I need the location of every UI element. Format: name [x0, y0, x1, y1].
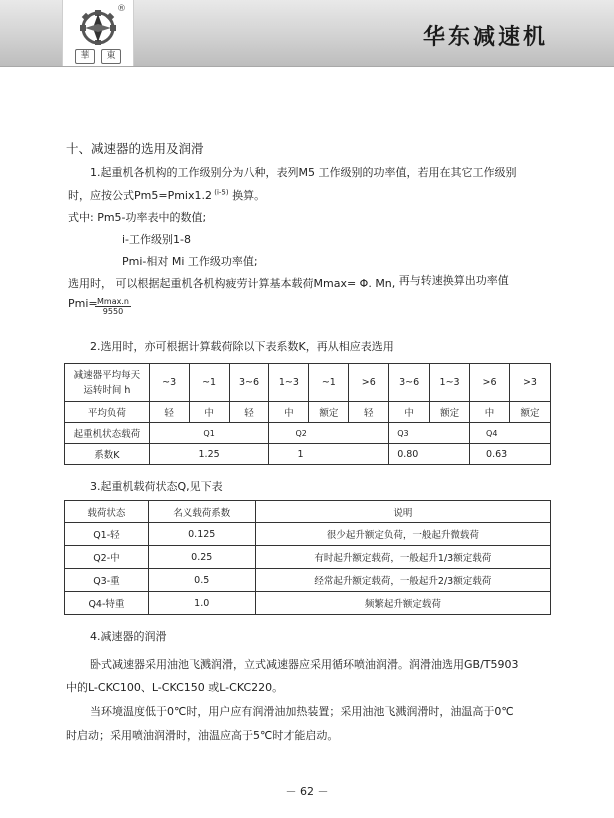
table-row [65, 592, 551, 615]
header-cell-state: 载荷状态 [65, 501, 149, 523]
logo-characters [75, 49, 125, 64]
table-cell: 1~3 [430, 364, 470, 402]
table-row [65, 523, 551, 546]
paragraph-2: 2.选用时，亦可根据计算载荷除以下表系数K，再从相应表选用 [90, 340, 394, 353]
coefficient-table [64, 363, 551, 465]
table-cell: 轻 [149, 402, 189, 423]
table-cell-k2: 1 [269, 444, 389, 465]
table-cell: 轻 [349, 402, 389, 423]
table-cell: 轻 [229, 402, 269, 423]
line-6-part-b: 再与转速换算出功率值 [398, 274, 509, 287]
q3-label: Q3 [397, 428, 409, 438]
logo-char-hua: 華 [75, 49, 95, 64]
table-cell: >6 [349, 364, 389, 402]
table-cell-k4: 0.63 [470, 444, 551, 465]
load-state-table [64, 500, 551, 615]
logo-char-dong: 東 [101, 49, 121, 64]
paragraph-4-line-2: 中的L-CKC100、L-CKC150 或L-CKC220。 [66, 681, 284, 694]
paragraph-4-line-3: 当环境温度低于0℃时，用户应有润滑油加热装置；采用油池飞溅润滑时，油温高于0℃ [90, 705, 514, 718]
table-cell-k1: 1.25 [149, 444, 269, 465]
state-cell: Q1-轻 [65, 523, 149, 546]
desc-cell: 有时起升额定载荷，一般起升1/3额定载荷 [255, 546, 550, 569]
paragraph-4-line-1: 卧式减速器采用油池飞溅润滑，立式减速器应采用循环喷油润滑。润滑油选用GB/T5903 [90, 658, 519, 671]
table-row [65, 569, 551, 592]
line-6-part-a: 选用时， 可以根据起重机各机构疲劳计算基本载荷Mmax= Φ. Mn, [68, 277, 396, 290]
table-cell: 3~6 [229, 364, 269, 402]
table-cell: 额定 [509, 402, 550, 423]
table-row-k [65, 444, 551, 465]
row-label-k: 系数K [65, 444, 150, 465]
paragraph-1-line-4: i-工作级别1-8 [122, 233, 191, 246]
paragraph-1-line-1: 1.起重机各机构的工作级别分为八种，表列M5 工作级别的功率值，若用在其它工作级别 [90, 166, 517, 179]
paragraph-1-line-5: Pmi-相对 Mi 工作级功率值; [122, 255, 258, 268]
paragraph-1-line-3: 式中: Pm5-功率表中的数值; [68, 211, 207, 224]
q2-label: Q2 [295, 428, 307, 438]
coef-cell: 0.125 [148, 523, 255, 546]
fraction-numerator: Mmax.n [97, 297, 129, 306]
table-cell: ~3 [149, 364, 189, 402]
q1-label: Q1 [203, 428, 215, 438]
header-divider [0, 66, 614, 67]
table-cell: ~1 [189, 364, 229, 402]
registered-mark: ® [117, 4, 126, 14]
table-cell: 中 [189, 402, 229, 423]
fraction-denominator: 9550 [102, 307, 124, 316]
header-title: 华东减速机 [422, 24, 548, 50]
table-header-row [65, 501, 551, 523]
table-cell: 额定 [309, 402, 349, 423]
row-label-hours [65, 364, 150, 402]
desc-cell: 经常起升额定载荷，一般起升2/3额定载荷 [255, 569, 550, 592]
state-cell: Q4-特重 [65, 592, 149, 615]
paragraph-4-heading: 4.减速器的润滑 [90, 630, 167, 643]
q4-label: Q4 [486, 428, 498, 438]
header-cell-desc: 说明 [255, 501, 550, 523]
coef-cell: 0.25 [148, 546, 255, 569]
page-header [0, 0, 614, 66]
table-cell: 中 [470, 402, 510, 423]
table-cell: 额定 [430, 402, 470, 423]
page-number: － 62 － [285, 785, 329, 798]
coef-cell: 1.0 [148, 592, 255, 615]
desc-cell: 很少起升额定负荷，一般起升微载荷 [255, 523, 550, 546]
table-cell: ~1 [309, 364, 349, 402]
formula-text: 时，应按公式Pm5=Pmix1.2 [68, 189, 212, 202]
table-row-state [65, 423, 551, 444]
formula-tail: 换算。 [228, 189, 266, 202]
desc-cell: 频繁起升额定载荷 [255, 592, 550, 615]
table-cell: >3 [509, 364, 550, 402]
table-row-load [65, 402, 551, 423]
row-label-load: 平均负荷 [65, 402, 150, 423]
row-label-state: 起重机状态载荷 [65, 423, 150, 444]
table-cell: >6 [470, 364, 510, 402]
paragraph-4-line-4: 时启动；采用喷油润滑时，油温应高于5℃时才能启动。 [66, 729, 339, 742]
formula-fraction [95, 297, 131, 316]
section-heading: 十、减速器的选用及润滑 [66, 141, 204, 156]
coef-cell: 0.5 [148, 569, 255, 592]
header-cell-coef: 名义载荷系数 [148, 501, 255, 523]
table-cell: 中 [389, 402, 430, 423]
paragraph-1-line-2 [68, 187, 265, 203]
paragraph-1-line-6 [68, 275, 509, 291]
table-cell: 1~3 [269, 364, 309, 402]
table-row-hours [65, 364, 551, 402]
table-cell: 3~6 [389, 364, 430, 402]
table-cell-k3: 0.80 [389, 444, 470, 465]
paragraph-3: 3.起重机载荷状态Q,见下表 [90, 480, 223, 493]
row-label-hours-line-1: 减速器平均每天 [73, 369, 141, 381]
formula-exponent: (i-5) [211, 188, 229, 197]
company-logo [62, 0, 134, 66]
state-cell: Q2-中 [65, 546, 149, 569]
table-cell-q1 [149, 423, 269, 444]
formula-prefix: Pmi= [68, 297, 98, 310]
table-cell-q4 [470, 423, 551, 444]
row-label-hours-line-2: 运转时间 h [83, 384, 131, 396]
table-cell-q3 [389, 423, 470, 444]
table-cell-q2 [269, 423, 389, 444]
state-cell: Q3-重 [65, 569, 149, 592]
table-row [65, 546, 551, 569]
table-cell: 中 [269, 402, 309, 423]
